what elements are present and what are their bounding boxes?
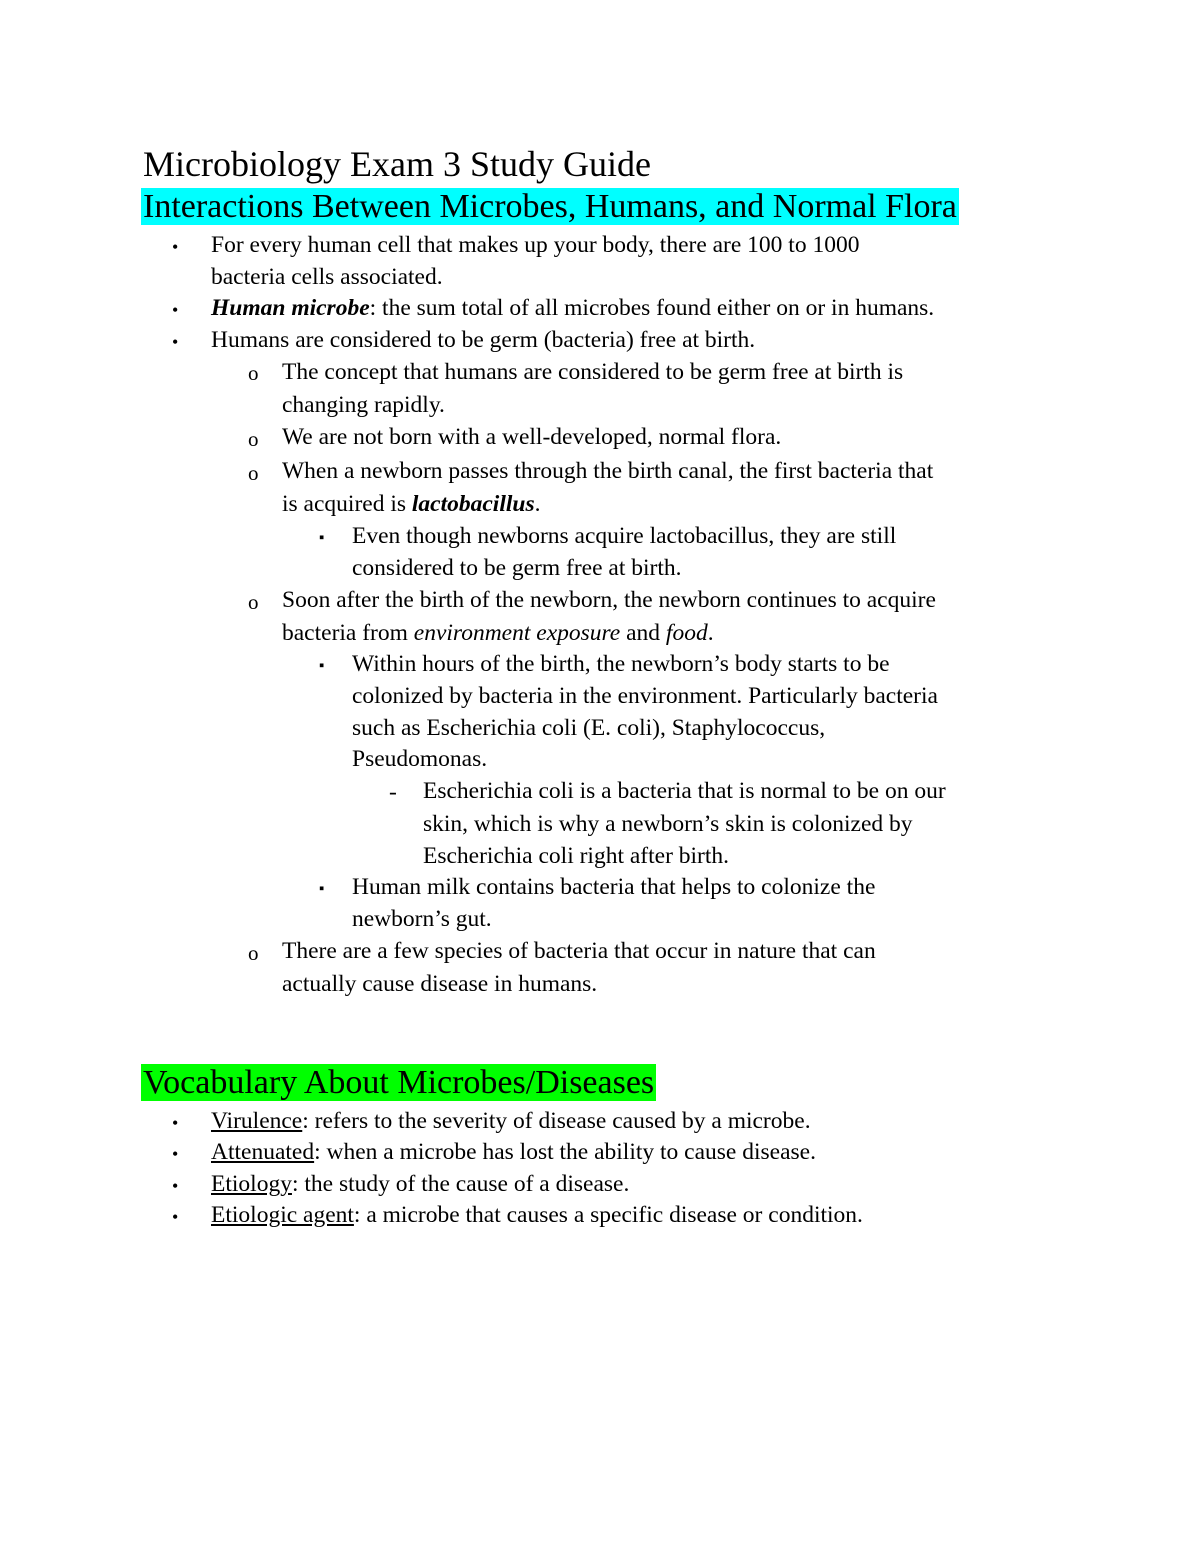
sub-bullet-marker: o [248,941,259,965]
sub-item-text: Soon after the birth of the newborn, the newborn continues to acquire [282,587,936,613]
document-title: Microbiology Exam 3 Study Guide [143,144,651,184]
sub-sub-item-text: considered to be germ free at birth. [352,555,682,581]
vocab-term: Virulence [211,1108,303,1134]
bullet-marker: • [172,1113,179,1133]
dash-item-text: skin, which is why a newborn’s skin is colonized by [423,811,913,837]
section-heading-vocabulary [141,1062,656,1104]
vocab-definition: : a microbe that causes a specific disease or condition. [353,1202,863,1228]
sub-sub-bullet-marker: ▪ [319,530,325,546]
list-item-definition [211,292,934,324]
sub-sub-item-text: Even though newborns acquire lactobacillus, they are still [352,523,897,549]
sub-sub-item-text: newborn’s gut. [352,906,492,932]
sub-bullet-marker: o [248,590,259,614]
vocab-term: Attenuated [211,1139,315,1165]
sub-bullet-marker: o [248,461,259,485]
bullet-marker: • [172,1176,179,1196]
sub-sub-item-text: such as Escherichia coli (E. coli), Staphylococcus, [352,715,826,741]
sub-item-text: When a newborn passes through the birth canal, the first bacteria that [282,458,934,484]
sub-item-text [282,488,540,520]
sub-sub-item-text: Pseudomonas. [352,746,488,772]
dash-item-text: Escherichia coli is a bacteria that is normal to be on our [423,778,946,804]
bullet-marker: • [172,332,179,352]
text-fragment: . [534,491,541,517]
definition-text: : the sum total of all microbes found either on or in humans. [369,295,935,321]
text-fragment: bacteria from [282,620,414,646]
list-item-text: For every human cell that makes up your body, there are 100 to 1000 [211,232,860,258]
sub-item-text: actually cause disease in humans. [282,971,598,997]
vocab-definition: : refers to the severity of disease caused by a microbe. [302,1108,811,1134]
vocab-item [211,1168,629,1200]
list-item-text: bacteria cells associated. [211,264,443,290]
dash-marker: - [389,779,397,805]
term-lactobacillus: lactobacillus [411,491,535,517]
vocab-term: Etiology [211,1171,292,1197]
sub-item-text: changing rapidly. [282,392,445,418]
emphasis-environment-exposure: environment exposure [413,620,621,646]
sub-bullet-marker: o [248,427,259,451]
text-fragment: and [620,620,666,646]
dash-item-text: Escherichia coli right after birth. [423,843,730,869]
vocab-definition: : the study of the cause of a disease. [291,1171,630,1197]
sub-item-text: There are a few species of bacteria that occur in nature that can [282,938,876,964]
sub-sub-bullet-marker: ▪ [319,658,325,674]
emphasis-food: food [665,620,708,646]
vocab-item [211,1105,811,1137]
vocab-term: Etiologic agent [211,1202,354,1228]
bullet-marker: • [172,237,179,257]
term-human-microbe: Human microbe [211,295,370,321]
vocab-definition: : when a microbe has lost the ability to cause disease. [314,1139,816,1165]
vocab-item [211,1199,863,1231]
heading-highlight: Vocabulary About Microbes/Diseases [143,1064,655,1101]
sub-item-text: We are not born with a well-developed, normal flora. [282,424,782,450]
sub-item-text [282,617,714,649]
text-fragment: is acquired is [282,491,412,517]
sub-sub-item-text: colonized by bacteria in the environment. Particularly bacteria [352,683,938,709]
bullet-marker: • [172,300,179,320]
sub-bullet-marker: o [248,361,259,385]
sub-sub-item-text: Human milk contains bacteria that helps to colonize the [352,874,876,900]
vocab-item [211,1136,816,1168]
bullet-marker: • [172,1207,179,1227]
sub-sub-bullet-marker: ▪ [319,881,325,897]
list-item-text: Humans are considered to be germ (bacteria) free at birth. [211,327,756,353]
sub-item-text: The concept that humans are considered to be germ free at birth is [282,359,904,385]
bullet-marker: • [172,1144,179,1164]
sub-sub-item-text: Within hours of the birth, the newborn’s body starts to be [352,651,890,677]
text-fragment: . [707,620,714,646]
section-heading-interactions [141,186,959,228]
heading-highlight: Interactions Between Microbes, Humans, and Normal Flora [143,188,957,225]
